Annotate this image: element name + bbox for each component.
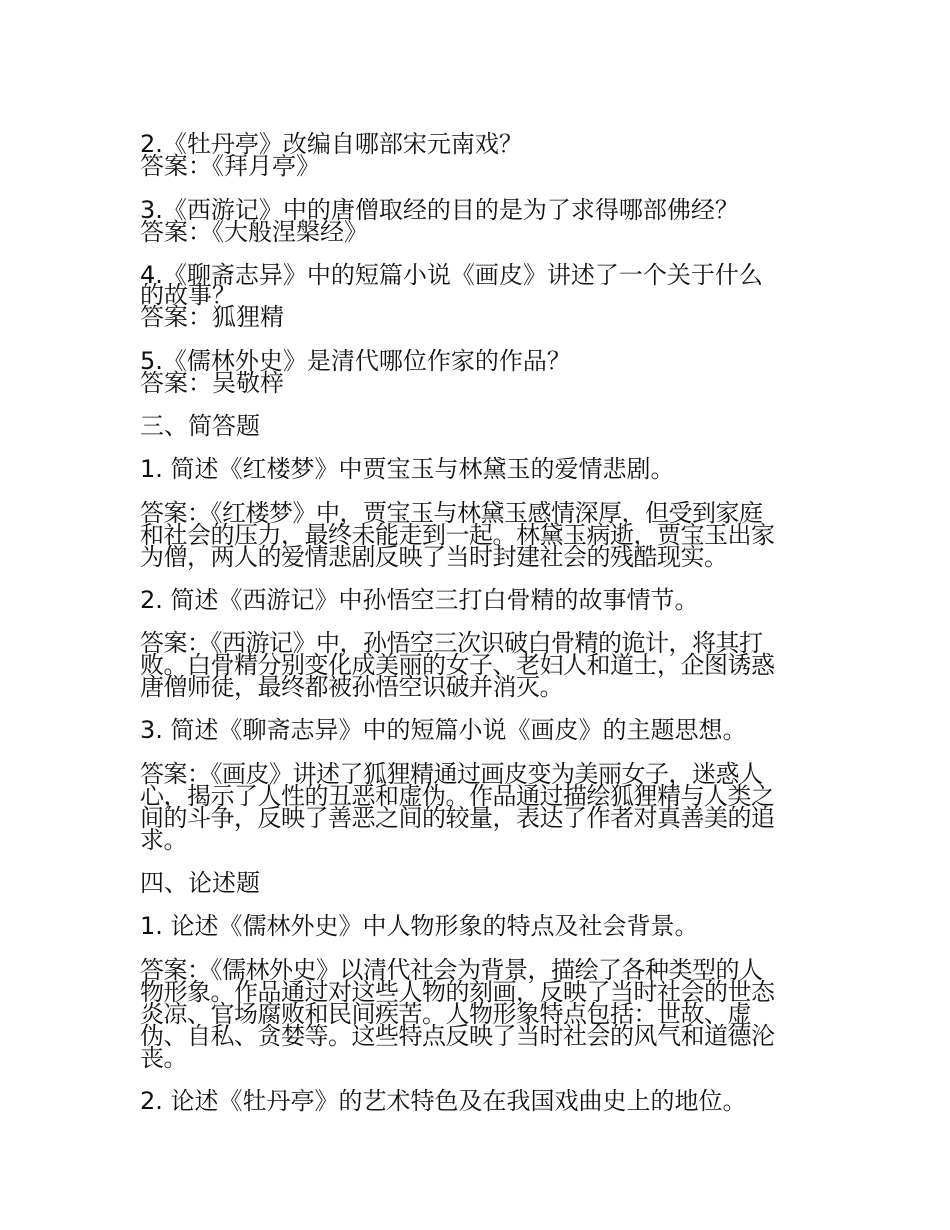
question-2: 2.《牡丹亭》改编自哪部宋元南戏？ [140,130,523,158]
short-answer-3-line-2: 心，揭示了人性的丑恶和虚伪。作品通过描绘狐狸精与人类之 [140,782,775,810]
short-answer-question-1: 1. 简述《红楼梦》中贾宝玉与林黛玉的爱情悲剧。 [140,455,675,483]
essay-1-line-3: 炎凉、官场腐败和民间疾苦。人物形象特点包括：世故、虚 [140,1000,751,1028]
short-answer-3-line-4: 求。 [140,826,187,854]
essay-question-2: 2. 论述《牡丹亭》的艺术特色及在我国戏曲史上的地位。 [140,1087,747,1115]
essay-1-line-5: 丧。 [140,1044,187,1072]
short-answer-2-line-1: 答案：《西游记》中，孙悟空三次识破白骨精的诡计，将其打 [140,629,763,657]
answer-3: 答案：《大般涅槃经》 [140,218,368,246]
essay-1-line-1: 答案：《儒林外史》以清代社会为背景，描绘了各种类型的人 [140,956,763,984]
short-answer-1-line-3: 为僧，两人的爱情悲剧反映了当时封建社会的残酷现实。 [140,543,728,571]
essay-1-line-4: 伪、自私、贪婪等。这些特点反映了当时社会的风气和道德沦 [140,1022,775,1050]
question-4-line-1: 4.《聊斋志异》中的短篇小说《画皮》讲述了一个关于什么 [140,261,763,289]
answer-5: 答案：吴敬梓 [140,369,284,397]
essay-question-1: 1. 论述《儒林外史》中人物形象的特点及社会背景。 [140,912,699,940]
essay-1-line-2: 物形象。作品通过对这些人物的刻画，反映了当时社会的世态 [140,978,775,1006]
section-heading-essay: 四、论述题 [140,869,260,897]
short-answer-2-line-2: 败。白骨精分别变化成美丽的女子、老妇人和道士，企图诱惑 [140,651,775,679]
question-4-line-2: 的故事？ [140,281,236,309]
question-3: 3.《西游记》中的唐僧取经的目的是为了求得哪部佛经？ [140,196,739,224]
answer-4: 答案：狐狸精 [140,303,284,331]
short-answer-1-line-1: 答案：《红楼梦》中，贾宝玉与林黛玉感情深厚，但受到家庭 [140,499,763,527]
short-answer-3-line-1: 答案：《画皮》讲述了狐狸精通过画皮变为美丽女子，迷惑人 [140,760,763,788]
short-answer-2-line-3: 唐僧师徒，最终都被孙悟空识破并消灭。 [140,673,563,701]
question-5: 5.《儒林外史》是清代哪位作家的作品？ [140,347,571,375]
answer-2: 答案：《拜月亭》 [140,152,320,180]
section-heading-short-answer: 三、简答题 [140,412,260,440]
short-answer-question-2: 2. 简述《西游记》中孙悟空三打白骨精的故事情节。 [140,586,699,614]
short-answer-1-line-2: 和社会的压力，最终未能走到一起。林黛玉病逝，贾宝玉出家 [140,521,775,549]
short-answer-question-3: 3. 简述《聊斋志异》中的短篇小说《画皮》的主题思想。 [140,716,747,744]
short-answer-3-line-3: 间的斗争，反映了善恶之间的较量，表达了作者对真善美的追 [140,804,775,832]
